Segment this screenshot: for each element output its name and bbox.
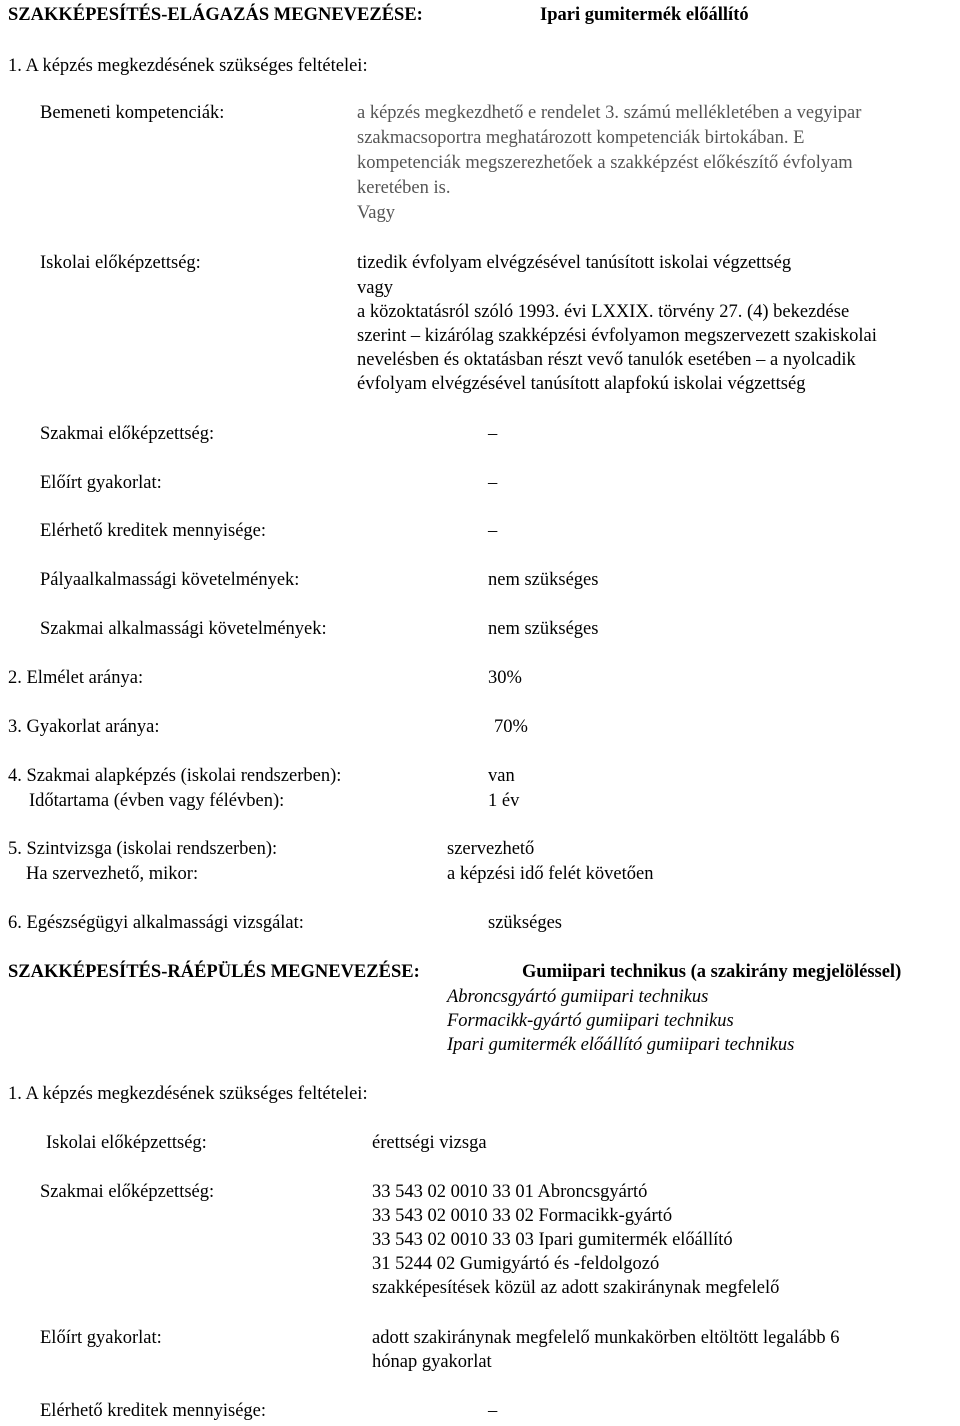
specialization-item: Abroncsgyártó gumiipari technikus [447, 987, 709, 1007]
school-prereq-line: évfolyam elvégzésével tanúsított alapfokú iskolai végzettség [357, 374, 806, 394]
continuation-heading-label: SZAKKÉPESÍTÉS-RÁÉPÜLÉS MEGNEVEZÉSE: [8, 962, 420, 982]
professional-aptitude-value: nem szükséges [488, 619, 599, 639]
basic-training-label: 4. Szakmai alapképzés (iskolai rendszerben): [8, 766, 342, 786]
interim-exam-when-label: Ha szervezhető, mikor: [26, 864, 199, 884]
practice-ratio-value: 70% [494, 717, 528, 737]
prof-prereq-value: – [488, 424, 498, 444]
input-competencies-label: Bemeneti kompetenciák: [40, 103, 225, 123]
input-competencies-line: keretében is. [357, 178, 451, 198]
continuation-heading-value: Gumiipari technikus (a szakirány megjelöléssel) [522, 962, 902, 982]
theory-ratio-label: 2. Elmélet aránya: [8, 668, 144, 688]
career-aptitude-label: Pályaalkalmassági követelmények: [40, 570, 300, 590]
basic-training-duration-value: 1 év [488, 791, 520, 811]
input-competencies-line: kompetenciák megszerezhetőek a szakképzést előkészítő évfolyam [357, 153, 853, 173]
basic-training-value: van [488, 766, 515, 786]
practice-req-b-line: hónap gyakorlat [372, 1352, 492, 1372]
school-prereq-line: szerint – kizárólag szakképzési évfolyamon megszervezett szakiskolai [357, 326, 877, 346]
credits-b-value: – [488, 1401, 498, 1421]
school-prereq-line: nevelésben és oktatásban részt vevő tanulók esetében – a nyolcadik [357, 350, 856, 370]
branch-heading-value: Ipari gumitermék előállító [540, 5, 749, 25]
interim-exam-when-value: a képzési idő felét követően [447, 864, 654, 884]
prof-prereq-b-line: szakképesítések közül az adott szakiránynak megfelelő [372, 1278, 780, 1298]
professional-aptitude-label: Szakmai alkalmassági követelmények: [40, 619, 327, 639]
section1-title: 1. A képzés megkezdésének szükséges feltételei: [8, 56, 368, 76]
prof-prereq-label: Szakmai előképzettség: [40, 424, 215, 444]
school-prereq-b-value: érettségi vizsga [372, 1133, 487, 1153]
input-competencies-line: Vagy [357, 203, 396, 223]
section1b-title: 1. A képzés megkezdésének szükséges feltételei: [8, 1084, 368, 1104]
school-prereq-line: a közoktatásról szóló 1993. évi LXXIX. törvény 27. (4) bekezdése [357, 302, 850, 322]
practice-req-b-line: adott szakiránynak megfelelő munkakörben eltöltött legalább 6 [372, 1328, 840, 1348]
prof-prereq-b-line: 31 5244 02 Gumigyártó és -feldolgozó [372, 1254, 660, 1274]
specialization-item: Ipari gumitermék előállító gumiipari technikus [447, 1035, 795, 1055]
credits-value: – [488, 521, 498, 541]
prof-prereq-b-line: 33 543 02 0010 33 03 Ipari gumitermék előállító [372, 1230, 733, 1250]
health-exam-label: 6. Egészségügyi alkalmassági vizsgálat: [8, 913, 304, 933]
school-prereq-line: tizedik évfolyam elvégzésével tanúsított iskolai végzettség [357, 253, 792, 273]
theory-ratio-value: 30% [488, 668, 522, 688]
prof-prereq-b-label: Szakmai előképzettség: [40, 1182, 215, 1202]
practice-ratio-label: 3. Gyakorlat aránya: [8, 717, 160, 737]
credits-b-label: Elérhető kreditek mennyisége: [40, 1401, 267, 1421]
school-prereq-label: Iskolai előképzettség: [40, 253, 201, 273]
school-prereq-line: vagy [357, 278, 393, 298]
interim-exam-value: szervezhető [447, 839, 535, 859]
input-competencies-line: szakmacsoportra meghatározott kompetenciák birtokában. E [357, 128, 805, 148]
specialization-item: Formacikk-gyártó gumiipari technikus [447, 1011, 734, 1031]
career-aptitude-value: nem szükséges [488, 570, 599, 590]
health-exam-value: szükséges [488, 913, 562, 933]
input-competencies-line: a képzés megkezdhető e rendelet 3. számú mellékletében a vegyipar [357, 103, 862, 123]
required-practice-label: Előírt gyakorlat: [40, 473, 162, 493]
prof-prereq-b-line: 33 543 02 0010 33 02 Formacikk-gyártó [372, 1206, 673, 1226]
basic-training-duration-label: Időtartama (évben vagy félévben): [29, 791, 285, 811]
branch-heading-label: SZAKKÉPESÍTÉS-ELÁGAZÁS MEGNEVEZÉSE: [8, 5, 423, 25]
school-prereq-b-label: Iskolai előképzettség: [46, 1133, 207, 1153]
required-practice-value: – [488, 473, 498, 493]
prof-prereq-b-line: 33 543 02 0010 33 01 Abroncsgyártó [372, 1182, 648, 1202]
credits-label: Elérhető kreditek mennyisége: [40, 521, 267, 541]
interim-exam-label: 5. Szintvizsga (iskolai rendszerben): [8, 839, 278, 859]
practice-req-b-label: Előírt gyakorlat: [40, 1328, 162, 1348]
